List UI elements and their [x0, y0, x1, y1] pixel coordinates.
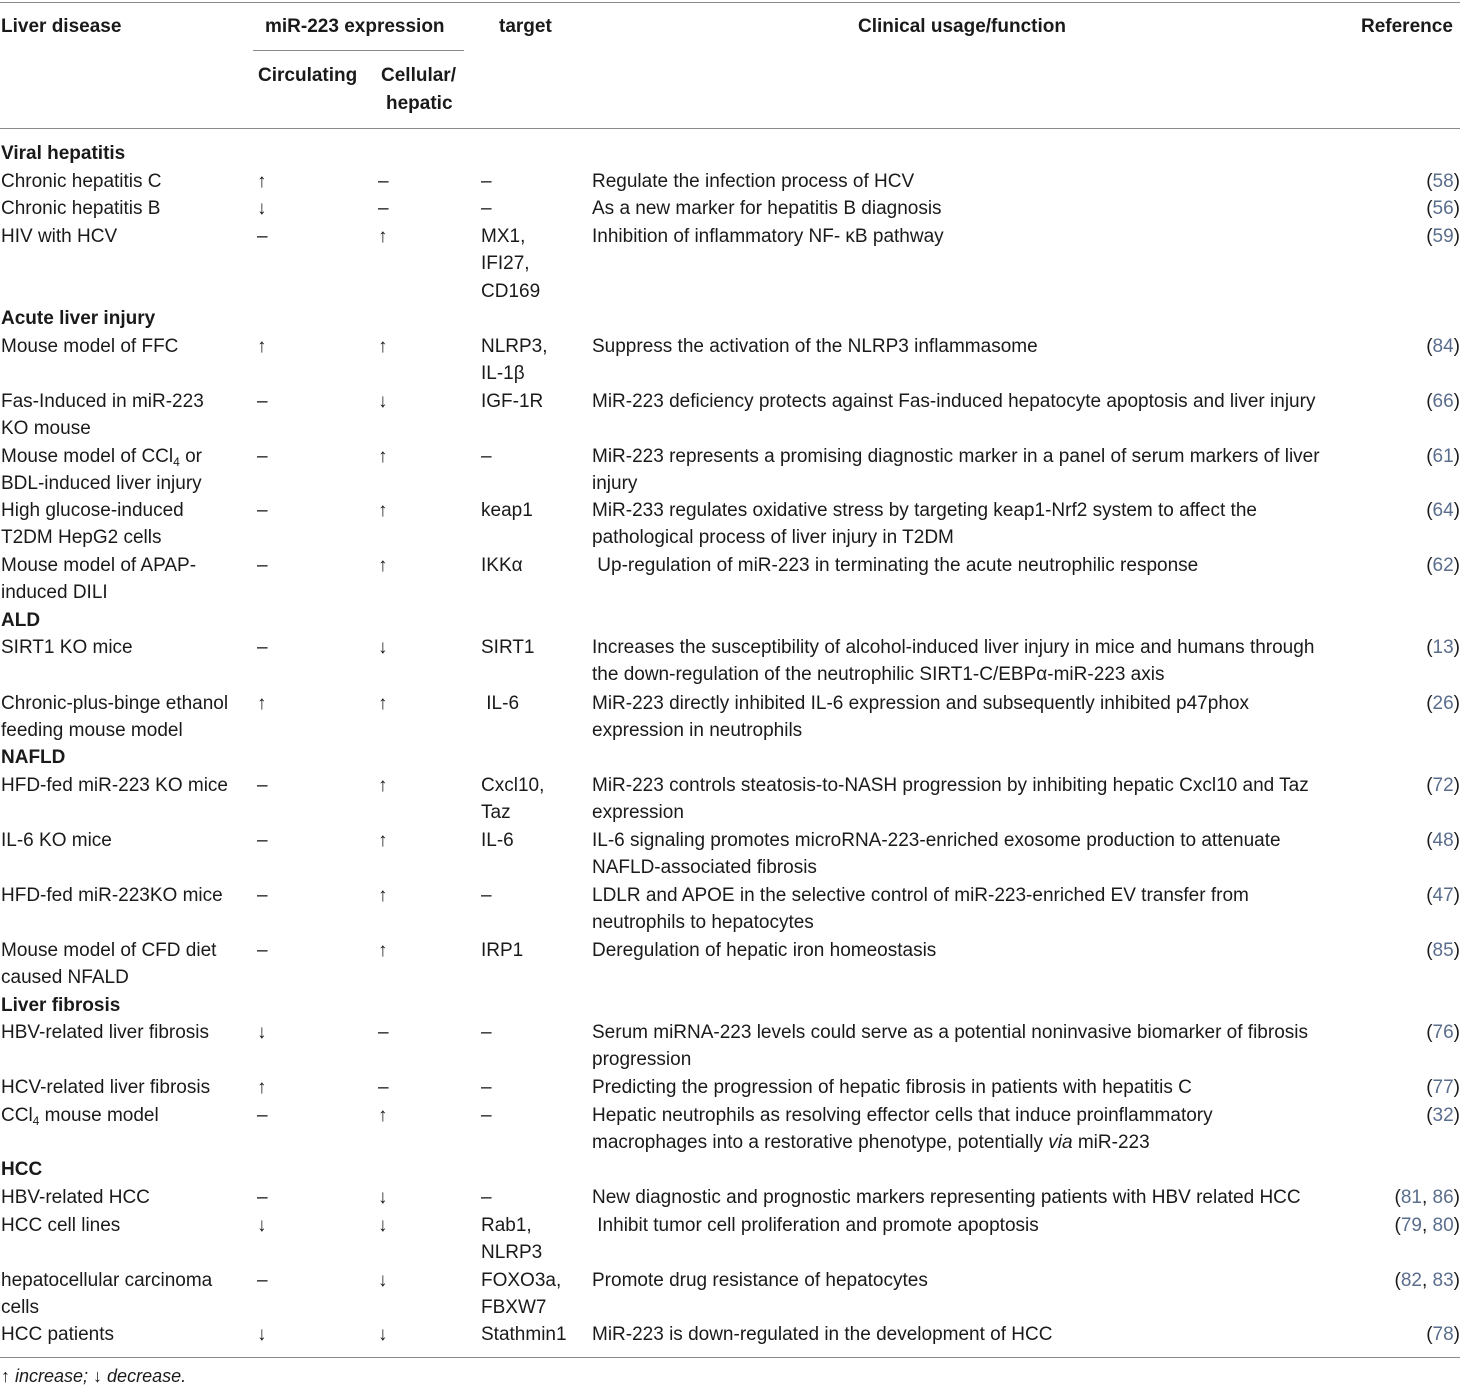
reference-link[interactable]: 61 [1432, 446, 1454, 467]
header-reference: Reference [1361, 16, 1453, 37]
circulating-cell: – [257, 446, 268, 467]
target-line: NLRP3, [481, 336, 548, 357]
cellular-cell: – [378, 1077, 389, 1098]
disease-line: KO mouse [1, 418, 91, 440]
function-cell [592, 497, 1352, 552]
function-cell: Promote drug resistance of hepatocytes [592, 1270, 928, 1291]
circulating-cell: ↑ [257, 1077, 267, 1098]
circulating-cell: ↑ [257, 336, 267, 357]
function-text: macrophages into a restorative phenotype, potentially [592, 1132, 1049, 1154]
reference-link[interactable]: 79 [1400, 1215, 1422, 1236]
function-cell: Deregulation of hepatic iron homeostasis [592, 940, 937, 961]
disease-cell: HBV-related HCC [1, 1187, 150, 1208]
header-target: target [499, 16, 552, 37]
circulating-cell: – [257, 555, 268, 576]
reference-cell: (64) [1426, 500, 1460, 521]
disease-text: mouse model [39, 1105, 159, 1126]
cellular-cell: ↓ [378, 1187, 388, 1208]
reference-cell: (48) [1426, 830, 1460, 851]
disease-cell: SIRT1 KO mice [1, 637, 133, 658]
reference-link[interactable]: 32 [1432, 1105, 1454, 1126]
target-cell: – [481, 171, 492, 192]
cellular-cell: ↓ [378, 1270, 388, 1291]
table-top-rule [0, 2, 1460, 3]
disease-cell [1, 443, 241, 498]
reference-link[interactable]: 82 [1400, 1270, 1422, 1291]
function-cell: MiR-223 deficiency protects against Fas-induced hepatocyte apoptosis and liver injury [592, 391, 1316, 412]
circulating-cell: – [257, 940, 268, 961]
section-hcc: HCC [1, 1159, 43, 1180]
reference-link[interactable]: 84 [1432, 336, 1454, 357]
disease-cell: HBV-related liver fibrosis [1, 1022, 210, 1043]
cellular-cell: ↑ [378, 830, 388, 851]
target-line: Cxcl10, [481, 775, 545, 796]
function-cell: Up-regulation of miR-223 in terminating the acute neutrophilic response [592, 555, 1199, 576]
header-circulating: Circulating [258, 65, 358, 86]
cellular-cell: ↑ [378, 885, 388, 906]
section-liver-fibrosis: Liver fibrosis [1, 995, 121, 1016]
disease-cell: HFD-fed miR-223KO mice [1, 885, 223, 906]
function-cell [592, 1019, 1352, 1074]
target-cell: IRP1 [481, 940, 524, 961]
disease-cell: IL-6 KO mice [1, 830, 112, 851]
reference-cell: (81, 86) [1394, 1187, 1460, 1208]
target-cell: IL-6 [481, 693, 520, 714]
disease-cell [1, 552, 241, 607]
function-line: MiR-233 regulates oxidative stress by targeting keap1-Nrf2 system to affect the [592, 500, 1257, 521]
function-line: expression in neutrophils [592, 720, 803, 742]
disease-line [1, 443, 241, 470]
function-line: MiR-223 controls steatosis-to-NASH progression by inhibiting hepatic Cxcl10 and Taz [592, 775, 1309, 796]
reference-cell: (59) [1426, 226, 1460, 247]
section-viral-hepatitis: Viral hepatitis [1, 143, 126, 164]
subscript: 4 [32, 1114, 40, 1128]
cellular-cell: ↓ [378, 637, 388, 658]
reference-link[interactable]: 76 [1432, 1022, 1454, 1043]
reference-cell: (66) [1426, 391, 1460, 412]
cellular-cell: ↑ [378, 555, 388, 576]
down-arrow-icon: ↓ [93, 1366, 103, 1386]
target-cell: – [481, 446, 492, 467]
header-clinical: Clinical usage/function [858, 16, 1066, 37]
reference-cell: (72) [1426, 775, 1460, 796]
circulating-cell: ↑ [257, 693, 267, 714]
function-text: miR-223 [1072, 1132, 1150, 1154]
target-line: IL-1β [481, 363, 525, 385]
reference-link[interactable]: 81 [1400, 1187, 1422, 1208]
function-cell [592, 634, 1352, 689]
cellular-cell: ↑ [378, 693, 388, 714]
reference-link[interactable]: 77 [1432, 1077, 1454, 1098]
function-cell [592, 882, 1352, 937]
circulating-cell: ↓ [257, 1215, 267, 1236]
cellular-cell: ↓ [378, 1215, 388, 1236]
circulating-cell: – [257, 1187, 268, 1208]
target-cell: IKKα [481, 555, 523, 576]
target-cell [481, 1212, 581, 1267]
function-line: MiR-223 represents a promising diagnostic marker in a panel of serum markers of liver [592, 446, 1320, 467]
disease-line: BDL-induced liver injury [1, 473, 202, 495]
cellular-cell: ↑ [378, 775, 388, 796]
disease-line: Mouse model of CFD diet [1, 940, 217, 961]
disease-line: caused NFALD [1, 967, 129, 989]
reference-link[interactable]: 80 [1432, 1215, 1454, 1236]
function-cell: Suppress the activation of the NLRP3 inflammasome [592, 336, 1038, 357]
reference-link[interactable]: 26 [1432, 693, 1454, 714]
function-cell: New diagnostic and prognostic markers representing patients with HBV related HCC [592, 1187, 1301, 1208]
cellular-cell: ↑ [378, 446, 388, 467]
function-cell: Predicting the progression of hepatic fibrosis in patients with hepatitis C [592, 1077, 1192, 1098]
reference-link[interactable]: 13 [1432, 637, 1454, 658]
target-line: IFI27, [481, 253, 530, 275]
function-line: pathological process of liver injury in T2DM [592, 527, 954, 549]
reference-link[interactable]: 48 [1432, 830, 1454, 851]
target-cell: – [481, 1077, 492, 1098]
target-line: CD169 [481, 280, 541, 302]
reference-cell: (13) [1426, 637, 1460, 658]
header-mir-rule [253, 50, 464, 51]
reference-link[interactable]: 64 [1432, 500, 1454, 521]
disease-cell [1, 497, 241, 552]
disease-line: Fas-Induced in miR-223 [1, 391, 204, 412]
function-cell: Inhibit tumor cell proliferation and promote apoptosis [592, 1215, 1039, 1236]
header-liver-disease: Liver disease [1, 16, 122, 37]
target-line: MX1, [481, 226, 526, 247]
function-cell: MiR-223 is down-regulated in the development of HCC [592, 1324, 1053, 1345]
circulating-cell: – [257, 226, 268, 247]
reference-link[interactable]: 56 [1432, 198, 1454, 219]
function-line: progression [592, 1049, 692, 1071]
reference-link[interactable]: 47 [1432, 885, 1454, 906]
reference-cell: (47) [1426, 885, 1460, 906]
reference-link[interactable]: 86 [1432, 1187, 1454, 1208]
target-cell [481, 772, 581, 827]
disease-text: Mouse model of CCl [1, 446, 174, 467]
header-cellular-line1: Cellular/ [381, 65, 456, 86]
circulating-cell: – [257, 637, 268, 658]
disease-line: cells [1, 1297, 40, 1319]
function-line [592, 1129, 1352, 1156]
function-cell [592, 690, 1352, 745]
disease-line: High glucose-induced [1, 500, 184, 521]
circulating-cell: ↓ [257, 1324, 267, 1345]
reference-link[interactable]: 58 [1432, 171, 1454, 192]
reference-cell: (26) [1426, 693, 1460, 714]
target-cell [481, 223, 581, 305]
function-cell: As a new marker for hepatitis B diagnosis [592, 198, 942, 219]
cellular-cell: – [378, 171, 389, 192]
function-line: Hepatic neutrophils as resolving effector cells that induce proinflammatory [592, 1105, 1213, 1126]
table-bottom-rule [0, 1357, 1460, 1358]
circulating-cell: ↑ [257, 171, 267, 192]
function-line: Serum miRNA-223 levels could serve as a potential noninvasive biomarker of fibrosis [592, 1022, 1308, 1043]
disease-cell: HCV-related liver fibrosis [1, 1077, 211, 1098]
target-cell [481, 1267, 581, 1322]
target-line: Taz [481, 802, 511, 824]
target-cell: Stathmin1 [481, 1324, 567, 1345]
disease-cell: HIV with HCV [1, 226, 118, 247]
reference-cell: (56) [1426, 198, 1460, 219]
disease-line: feeding mouse model [1, 720, 183, 742]
header-cellular-line2: hepatic [386, 93, 453, 114]
function-line: the down-regulation of the neutrophilic SIRT1-C/EBPα-miR-223 axis [592, 664, 1165, 686]
section-acute-liver-injury: Acute liver injury [1, 308, 156, 329]
disease-cell: HCC patients [1, 1324, 114, 1345]
target-line: Rab1, [481, 1215, 532, 1236]
header-bottom-rule [0, 128, 1460, 129]
disease-cell: Chronic hepatitis B [1, 198, 161, 219]
disease-cell: HFD-fed miR-223 KO mice [1, 775, 228, 796]
function-line: LDLR and APOE in the selective control of miR-223-enriched EV transfer from [592, 885, 1249, 906]
reference-cell: (82, 83) [1394, 1270, 1460, 1291]
reference-link[interactable]: 78 [1432, 1324, 1454, 1345]
reference-link[interactable]: 72 [1432, 775, 1454, 796]
reference-link[interactable]: 59 [1432, 226, 1454, 247]
disease-cell: HCC cell lines [1, 1215, 121, 1236]
reference-cell: (85) [1426, 940, 1460, 961]
reference-cell: (58) [1426, 171, 1460, 192]
function-cell [592, 772, 1352, 827]
disease-cell [1, 690, 241, 745]
section-nafld: NAFLD [1, 747, 66, 768]
reference-cell: (84) [1426, 336, 1460, 357]
subscript: 4 [173, 455, 180, 469]
target-cell: – [481, 198, 492, 219]
target-cell [481, 333, 581, 388]
cellular-cell: – [378, 198, 389, 219]
function-cell [592, 827, 1352, 882]
function-line: neutrophils to hepatocytes [592, 912, 814, 934]
circulating-cell: ↓ [257, 1022, 267, 1043]
cellular-cell: ↑ [378, 226, 388, 247]
function-emphasis: via [1048, 1132, 1073, 1154]
disease-cell [1, 937, 241, 992]
reference-link[interactable]: 83 [1432, 1270, 1454, 1291]
reference-cell: (77) [1426, 1077, 1460, 1098]
target-cell: SIRT1 [481, 637, 535, 658]
function-cell: Regulate the infection process of HCV [592, 171, 915, 192]
disease-line: Chronic-plus-binge ethanol [1, 693, 229, 714]
disease-line: Mouse model of APAP- [1, 555, 197, 576]
reference-cell: (76) [1426, 1022, 1460, 1043]
circulating-cell: – [257, 1270, 268, 1291]
circulating-cell: ↓ [257, 198, 267, 219]
target-line: FOXO3a, [481, 1270, 562, 1291]
reference-cell: (62) [1426, 555, 1460, 576]
cellular-cell: ↑ [378, 500, 388, 521]
cellular-cell: ↑ [378, 336, 388, 357]
function-line: IL-6 signaling promotes microRNA-223-enriched exosome production to attenuate [592, 830, 1281, 851]
reference-link[interactable]: 62 [1432, 555, 1454, 576]
disease-cell [1, 388, 241, 443]
reference-link[interactable]: 66 [1432, 391, 1454, 412]
function-line: Increases the susceptibility of alcohol-induced liver injury in mice and humans through [592, 637, 1315, 658]
reference-cell: (61) [1426, 446, 1460, 467]
cellular-cell: – [378, 1022, 389, 1043]
footnote-text: decrease. [102, 1366, 187, 1386]
function-line: NAFLD-associated fibrosis [592, 857, 817, 879]
function-line: injury [592, 473, 638, 495]
table-footnote [1, 1366, 186, 1387]
function-line: MiR-223 directly inhibited IL-6 expression and subsequently inhibited p47phox [592, 693, 1249, 714]
target-cell: – [481, 885, 492, 906]
target-cell: – [481, 1105, 492, 1126]
disease-cell: Chronic hepatitis C [1, 171, 162, 192]
target-line: FBXW7 [481, 1297, 547, 1319]
reference-cell: (78) [1426, 1324, 1460, 1345]
target-cell: keap1 [481, 500, 533, 521]
target-cell: – [481, 1187, 492, 1208]
function-cell [592, 1102, 1352, 1157]
target-cell: IL-6 [481, 830, 514, 851]
target-cell: IGF-1R [481, 391, 544, 412]
cellular-cell: ↑ [378, 1105, 388, 1126]
cellular-cell: ↓ [378, 1324, 388, 1345]
circulating-cell: – [257, 885, 268, 906]
footnote-text: increase; [10, 1366, 94, 1386]
section-ald: ALD [1, 610, 41, 631]
cellular-cell: ↓ [378, 391, 388, 412]
reference-cell: (32) [1426, 1105, 1460, 1126]
disease-line: induced DILI [1, 582, 108, 604]
cellular-cell: ↑ [378, 940, 388, 961]
target-line: NLRP3 [481, 1242, 543, 1264]
reference-cell: (79, 80) [1394, 1215, 1460, 1236]
function-cell [592, 443, 1352, 498]
function-line: expression [592, 802, 684, 824]
disease-cell [1, 1267, 241, 1322]
up-arrow-icon: ↑ [1, 1366, 10, 1386]
circulating-cell: – [257, 1105, 268, 1126]
header-mir-expression: miR-223 expression [265, 16, 445, 37]
disease-cell [1, 1102, 241, 1129]
disease-text: CCl [1, 1105, 33, 1126]
target-cell: – [481, 1022, 492, 1043]
disease-line: T2DM HepG2 cells [1, 527, 162, 549]
disease-cell: Mouse model of FFC [1, 336, 179, 357]
circulating-cell: – [257, 391, 268, 412]
disease-text: or [179, 446, 202, 467]
disease-line: hepatocellular carcinoma [1, 1270, 213, 1291]
function-cell: Inhibition of inflammatory NF- κB pathway [592, 226, 944, 247]
circulating-cell: – [257, 500, 268, 521]
circulating-cell: – [257, 830, 268, 851]
reference-link[interactable]: 85 [1432, 940, 1454, 961]
circulating-cell: – [257, 775, 268, 796]
